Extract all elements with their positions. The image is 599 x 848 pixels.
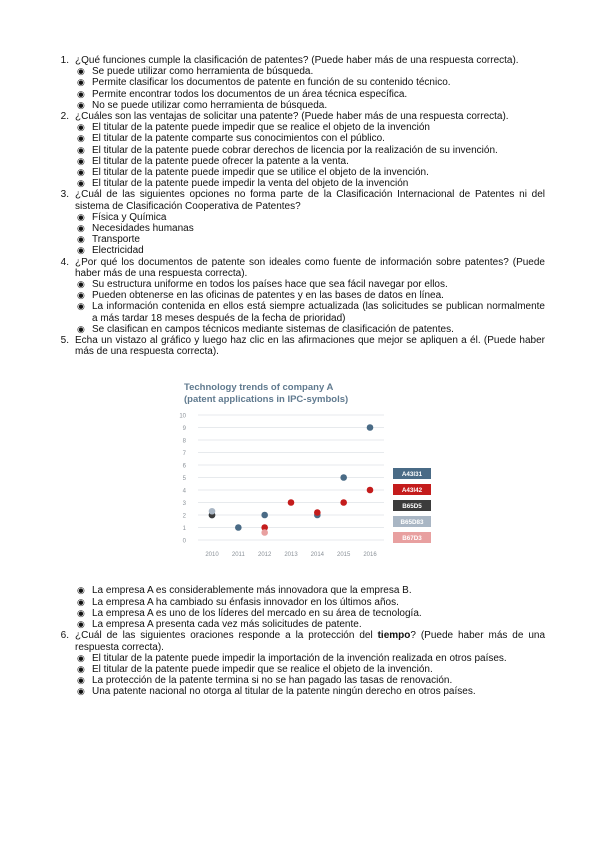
question-text: ¿Cuál de las siguientes opciones no forma parte de la Clasificación Internacional de Patentes ni del sistema de Clasificación Cooperativa de Patentes? — [75, 189, 545, 212]
x-tick-label: 2013 — [284, 552, 298, 559]
radio-bullet-icon[interactable]: ◉ — [77, 619, 85, 630]
radio-bullet-icon[interactable]: ◉ — [77, 585, 85, 596]
answer-option-text: El titular de la patente puede impedir la venta del objeto de la invención — [92, 178, 409, 190]
question-text — [75, 630, 545, 652]
options-list — [75, 279, 545, 335]
question-number: 1. — [60, 55, 69, 66]
answer-option[interactable] — [75, 245, 545, 256]
chart-title: Technology trends of company A — [184, 382, 334, 394]
answer-option[interactable] — [75, 145, 545, 156]
radio-bullet-icon[interactable]: ◉ — [77, 144, 85, 155]
answer-option[interactable] — [75, 77, 545, 88]
answer-option-text: La protección de la patente termina si no se han pagado las tasas de renovación. — [92, 675, 453, 687]
legend-label: B67D3 — [402, 535, 422, 543]
options-list — [75, 653, 545, 698]
data-point — [209, 508, 216, 515]
answer-option-text: La empresa A es considerablemente más innovadora que la empresa B. — [92, 585, 412, 597]
document-body — [55, 55, 545, 698]
question-number: 4. — [60, 256, 69, 268]
answer-option-text: Transporte — [92, 234, 140, 246]
x-tick-label: 2015 — [336, 552, 351, 559]
answer-option-text: La empresa A ha cambiado su énfasis innovador en los últimos años. — [92, 596, 399, 608]
y-tick-label: 4 — [182, 488, 186, 495]
y-tick-label: 3 — [182, 501, 186, 508]
y-tick-label: 6 — [182, 463, 186, 470]
y-tick-label: 2 — [182, 513, 186, 520]
answer-option-text: El titular de la patente comparte sus conocimientos con el público. — [92, 133, 385, 145]
data-point — [261, 512, 268, 519]
chart-subtitle: (patent applications in IPC-symbols) — [184, 394, 349, 406]
radio-bullet-icon[interactable]: ◉ — [77, 323, 85, 334]
answer-option-text: El titular de la patente puede cobrar derechos de licencia por la realización de su invención. — [92, 144, 498, 156]
options-list — [75, 212, 545, 257]
y-tick-label: 9 — [182, 426, 186, 433]
radio-bullet-icon[interactable]: ◉ — [77, 686, 85, 697]
answer-option-text: El titular de la patente puede ofrecer la patente a la venta. — [92, 155, 349, 167]
radio-bullet-icon[interactable]: ◉ — [77, 223, 85, 234]
radio-bullet-icon[interactable]: ◉ — [77, 66, 85, 77]
answer-option[interactable] — [75, 223, 545, 234]
radio-bullet-icon[interactable]: ◉ — [77, 245, 85, 256]
x-tick-label: 2016 — [363, 552, 377, 559]
radio-bullet-icon[interactable]: ◉ — [77, 155, 85, 166]
legend-label: B65D83 — [400, 519, 424, 527]
options-list — [75, 122, 545, 189]
question-item — [55, 630, 545, 697]
trend-chart — [172, 372, 452, 570]
y-tick-label: 5 — [182, 476, 186, 483]
y-tick-label: 8 — [182, 438, 186, 445]
answer-option-text: Su estructura uniforme en todos los países hace que sea fácil navegar por ellos. — [92, 279, 448, 291]
radio-bullet-icon[interactable]: ◉ — [77, 88, 85, 99]
question-text: ¿Cuáles son las ventajas de solicitar una patente? (Puede haber más de una respuesta correcta). — [75, 111, 509, 123]
radio-bullet-icon[interactable]: ◉ — [77, 290, 85, 301]
answer-option[interactable] — [75, 178, 545, 189]
options-list — [75, 66, 545, 111]
radio-bullet-icon[interactable]: ◉ — [77, 663, 85, 674]
answer-option[interactable] — [75, 653, 545, 664]
data-point — [261, 530, 268, 537]
radio-bullet-icon[interactable]: ◉ — [77, 77, 85, 88]
answer-option-text: Se clasifican en campos técnicos mediante sistemas de clasificación de patentes. — [92, 323, 454, 335]
question-item — [55, 257, 545, 335]
x-tick-label: 2012 — [257, 552, 272, 559]
answer-option[interactable] — [75, 664, 545, 675]
question-number: 3. — [60, 189, 69, 201]
answer-option[interactable] — [75, 290, 545, 301]
question-item — [55, 335, 545, 630]
radio-bullet-icon[interactable]: ◉ — [77, 99, 85, 110]
question-text: ¿Qué funciones cumple la clasificación de patentes? (Puede haber más de una respuesta correcta). — [75, 55, 519, 66]
chart-container — [172, 372, 452, 570]
data-point — [367, 425, 374, 432]
answer-option[interactable] — [75, 100, 545, 111]
question-list — [55, 55, 545, 698]
data-point — [235, 525, 242, 532]
answer-option-text: No se puede utilizar como herramienta de búsqueda. — [92, 99, 328, 111]
question-number: 2. — [60, 111, 69, 123]
answer-option-text: El titular de la patente puede impedir la importación de la invención realizada en otros países. — [92, 652, 507, 664]
question-text: Echa un vistazo al gráfico y luego haz clic en las afirmaciones que mejor se apliquen a él. (Puede haber más de una respuesta correcta). — [75, 335, 545, 358]
answer-option-text: Física y Química — [92, 211, 167, 223]
answer-option[interactable] — [75, 133, 545, 144]
answer-option-text: El titular de la patente puede impedir que se realice el objeto de la invención — [92, 122, 430, 134]
question-number: 6. — [60, 630, 69, 642]
y-tick-label: 7 — [182, 451, 186, 458]
radio-bullet-icon[interactable]: ◉ — [77, 211, 85, 222]
question-item — [55, 55, 545, 111]
legend-label: A43l42 — [401, 487, 423, 495]
answer-option[interactable] — [75, 234, 545, 245]
answer-option-text: Permite encontrar todos los documentos de un área técnica específica. — [92, 88, 408, 100]
answer-option[interactable] — [75, 675, 545, 686]
question-text: ¿Por qué los documentos de patente son ideales como fuente de información sobre patentes? (Puede haber más de una respuesta correcta). — [75, 256, 545, 279]
radio-bullet-icon[interactable]: ◉ — [77, 279, 85, 290]
answer-option-text: La empresa A presenta cada vez más solicitudes de patente. — [92, 619, 362, 631]
answer-option[interactable] — [75, 156, 545, 167]
answer-option[interactable] — [75, 66, 545, 77]
answer-option[interactable] — [75, 279, 545, 290]
answer-option[interactable] — [75, 167, 545, 178]
options-list — [75, 585, 545, 630]
y-tick-label: 0 — [182, 538, 186, 545]
answer-option[interactable] — [75, 597, 545, 608]
answer-option[interactable] — [75, 301, 545, 323]
y-tick-label: 1 — [182, 526, 186, 533]
answer-option[interactable] — [75, 89, 545, 100]
answer-option[interactable] — [75, 122, 545, 133]
radio-bullet-icon[interactable]: ◉ — [77, 234, 85, 245]
radio-bullet-icon[interactable]: ◉ — [77, 301, 85, 312]
answer-option-text: Electricidad — [92, 245, 144, 257]
question-item — [55, 111, 545, 189]
radio-bullet-icon[interactable]: ◉ — [77, 675, 85, 686]
data-point — [367, 487, 374, 494]
radio-bullet-icon[interactable]: ◉ — [77, 167, 85, 178]
answer-option-text: El titular de la patente puede impedir que se utilice el objeto de la invención. — [92, 167, 429, 179]
radio-bullet-icon[interactable]: ◉ — [77, 178, 85, 189]
x-tick-label: 2011 — [231, 552, 245, 559]
answer-option-text: Pueden obtenerse en las oficinas de patentes y en las bases de datos en línea. — [92, 290, 444, 302]
answer-option[interactable] — [75, 212, 545, 223]
question-text-part: ? (Puede haber más de una respuesta correcta). — [75, 630, 546, 653]
question-item — [55, 189, 545, 256]
radio-bullet-icon[interactable]: ◉ — [77, 133, 85, 144]
answer-option-text: La información contenida en ellos está siempre actualizada (las solicitudes se publican normalmente a más tardar 18 meses después de la fecha de prioridad) — [92, 301, 545, 324]
answer-option[interactable] — [75, 619, 545, 630]
answer-option-text: Necesidades humanas — [92, 223, 194, 235]
radio-bullet-icon[interactable]: ◉ — [77, 596, 85, 607]
answer-option-text: El titular de la patente puede impedir que se realice el objeto de la invención. — [92, 663, 433, 675]
answer-option[interactable] — [75, 585, 545, 596]
legend-label: B65D5 — [402, 503, 422, 511]
answer-option[interactable] — [75, 608, 545, 619]
answer-option[interactable] — [75, 324, 545, 335]
y-tick-label: 10 — [179, 413, 186, 420]
question-number: 5. — [60, 335, 69, 347]
x-tick-label: 2014 — [310, 552, 325, 559]
radio-bullet-icon[interactable]: ◉ — [77, 607, 85, 618]
data-point — [340, 500, 347, 507]
data-point — [314, 510, 321, 517]
question-text-part: ¿Cuál de las siguientes oraciones responde a la protección del — [75, 630, 378, 642]
question-text-emphasis: tiempo — [377, 630, 411, 642]
answer-option-text: Permite clasificar los documentos de patente en función de su contenido técnico. — [92, 77, 451, 89]
answer-option[interactable] — [75, 686, 545, 697]
legend-label: A43l31 — [401, 471, 423, 479]
x-tick-label: 2010 — [205, 552, 219, 559]
answer-option-text: La empresa A es uno de los líderes del mercado en su área de tecnología. — [92, 607, 422, 619]
radio-bullet-icon[interactable]: ◉ — [77, 652, 85, 663]
radio-bullet-icon[interactable]: ◉ — [77, 122, 85, 133]
answer-option-text: Una patente nacional no otorga al titular de la patente ningún derecho en otros países. — [92, 686, 476, 698]
answer-option-text: Se puede utilizar como herramienta de búsqueda. — [92, 66, 314, 78]
data-point — [288, 500, 295, 507]
data-point — [340, 475, 347, 482]
